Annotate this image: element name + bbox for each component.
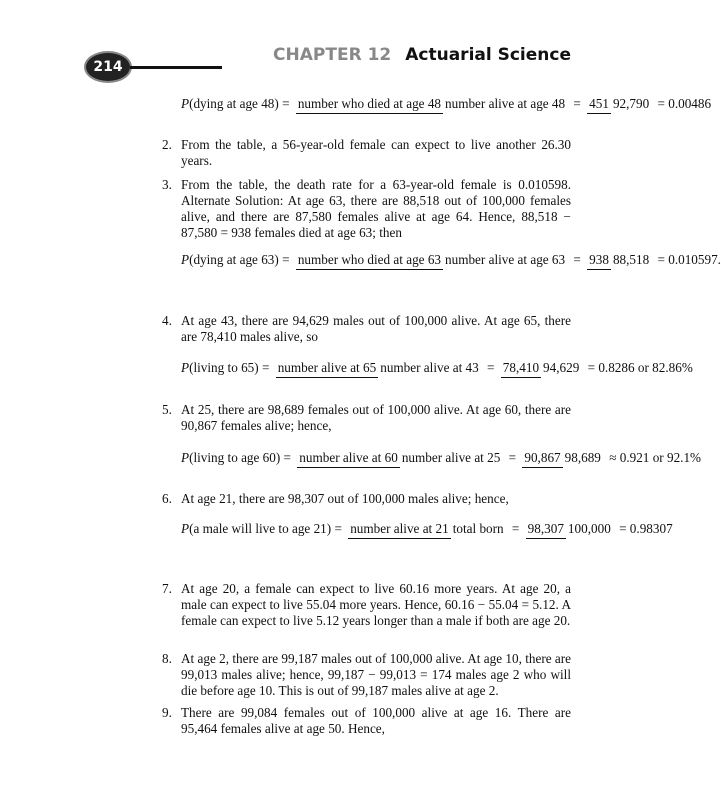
equation-lhs: (a male will live to age 21) = [189,520,342,536]
header-rule [130,66,222,69]
equation-lhs: (dying at age 48) = [189,95,290,111]
list-item: 5. At 25, there are 98,689 females out of 100,000 alive. At age 60, there are 90,867 females alive; hence, [162,402,571,433]
page-header [0,0,635,90]
list-item: 8. At age 2, there are 99,187 males out of 100,000 alive. At age 10, there are 99,013 males alive; hence, 99,187 − 99,013 = 174 males age 2 who will die before age 10. This is out of 99,187 males alive at age 2. [162,651,571,698]
prob-symbol: P [181,95,190,111]
fraction-numbers: 78,410 94,629 [501,360,582,376]
fraction-words: number who died at age 63 number alive at age 63 [296,252,567,268]
list-item: 4. At age 43, there are 94,629 males out of 100,000 alive. At age 65, there are 78,410 males alive, so [162,313,571,344]
fraction-words: number alive at 21 total born [348,521,505,537]
equation-result: ≈ 0.921 or 92.1% [609,449,702,465]
equation-dying-48: P(dying at age 48) = number who died at age 48 number alive at age 48 = 451 92,790 = 0.00486 [181,95,711,112]
list-item: 3. From the table, the death rate for a 63-year-old female is 0.010598. Alternate Solution: At age 63, there are 88,518 out of 100,000 females alive, and there are 87,580 females alive at age 64. Hence, 88,518 − 87,580 = 938 females died at age 63; then [162,177,571,240]
equation-lhs: (dying at age 63) = [189,251,290,267]
equation-lhs: (living to 65) = [189,359,270,375]
fraction-words: number alive at 60 number alive at 25 [297,450,502,466]
fraction-words: number alive at 65 number alive at 43 [276,360,481,376]
prob-symbol: P [181,520,190,536]
equation-male-live-21: P(a male will live to age 21) = number alive at 21 total born = 98,307 100,000 = 0.98307 [181,520,673,537]
list-item: 7. At age 20, a female can expect to live 60.16 more years. At age 20, a male can expect to live 55.04 more years. Hence, 60.16 − 55.04 = 5.12. A female can expect to live 5.12 years longer than a male if both are age 20. [162,581,571,628]
equation-result: = 0.8286 or 82.86% [587,359,693,375]
list-item: 6. At age 21, there are 98,307 out of 100,000 males alive; hence, [162,491,509,506]
fraction-numbers: 90,867 98,689 [522,450,603,466]
chapter-title: Actuarial Science [405,45,571,65]
fraction-words: number who died at age 48 number alive at age 48 [296,96,567,112]
equation-living-65: P(living to 65) = number alive at 65 number alive at 43 = 78,410 94,629 = 0.8286 or 82.86% [181,359,693,376]
prob-symbol: P [181,359,190,375]
prob-symbol: P [181,449,190,465]
page-number-badge: 214 [84,51,132,83]
list-item: 9. There are 99,084 females out of 100,000 alive at age 16. There are 95,464 females alive at age 50. Hence, [162,705,571,736]
equation-result: = 0.98307 [619,520,673,536]
fraction-numbers: 98,307 100,000 [526,521,613,537]
equation-dying-63: P(dying at age 63) = number who died at age 63 number alive at age 63 = 938 88,518 = 0.010597. [181,251,721,268]
prob-symbol: P [181,251,190,267]
list-item: 2. From the table, a 56-year-old female can expect to live another 26.30 years. [162,137,571,168]
fraction-numbers: 938 88,518 [587,252,651,268]
chapter-heading [273,45,571,65]
equation-lhs: (living to age 60) = [189,449,291,465]
fraction-numbers: 451 92,790 [587,96,651,112]
equation-living-60: P(living to age 60) = number alive at 60 number alive at 25 = 90,867 98,689 ≈ 0.921 or 92.1% [181,449,701,466]
chapter-number: CHAPTER 12 [273,45,392,65]
equation-result: = 0.010597. [657,251,721,267]
equation-result: = 0.00486 [657,95,712,111]
